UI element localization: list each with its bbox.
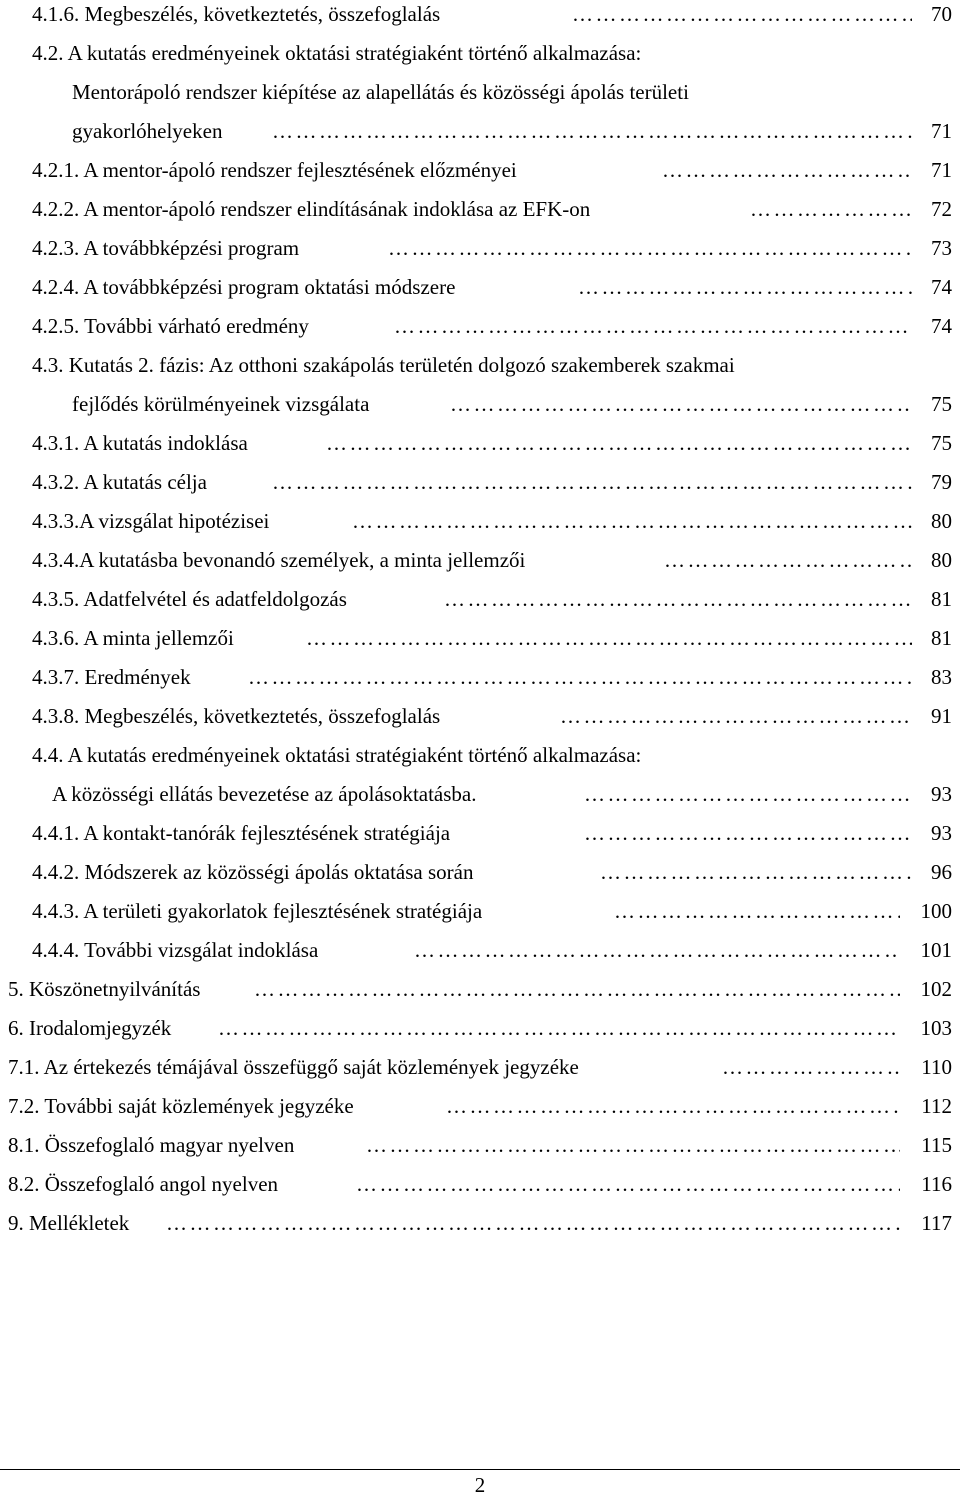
toc-entry-4-4[interactable] bbox=[0, 736, 960, 775]
toc-entry-page: 73 bbox=[931, 236, 952, 260]
toc-leader-dots bbox=[326, 424, 912, 463]
toc-entry-page: 81 bbox=[931, 626, 952, 650]
toc-entry-4-4-3[interactable] bbox=[0, 892, 960, 931]
toc-entry-title: 7.2. További saját közlemények jegyzéke bbox=[8, 1094, 354, 1118]
toc-leader-dots bbox=[614, 892, 900, 931]
toc-entry-4-2-cont-2[interactable] bbox=[0, 112, 960, 151]
toc-entry-title: 6. Irodalomjegyzék bbox=[8, 1016, 172, 1040]
toc-entry-page: 103 bbox=[920, 1016, 952, 1040]
toc-entry-title: 8.2. Összefoglaló angol nyelven bbox=[8, 1172, 279, 1196]
toc-entry-4-2[interactable] bbox=[0, 34, 960, 73]
toc-leader-dots bbox=[584, 814, 912, 853]
toc-entry-page: 96 bbox=[931, 860, 952, 884]
toc-entry-4-1-6[interactable] bbox=[0, 0, 960, 34]
toc-entry-5[interactable] bbox=[0, 970, 960, 1009]
toc-entry-4-3-2[interactable] bbox=[0, 463, 960, 502]
toc-entry-4-3-6[interactable] bbox=[0, 619, 960, 658]
toc-leader-dots bbox=[450, 385, 912, 424]
toc-entry-page: 101 bbox=[920, 938, 952, 962]
toc-entry-title: fejlődés körülményeinek vizsgálata bbox=[72, 392, 370, 416]
toc-entry-4-3-cont[interactable] bbox=[0, 385, 960, 424]
toc-leader-dots bbox=[388, 229, 912, 268]
toc-entry-page: 80 bbox=[931, 509, 952, 533]
toc-leader-dots bbox=[254, 970, 900, 1009]
toc-entry-8-1[interactable] bbox=[0, 1126, 960, 1165]
toc-entry-title: 4.3.5. Adatfelvétel és adatfeldolgozás bbox=[32, 587, 347, 611]
toc-leader-dots bbox=[272, 463, 912, 502]
toc-leader-dots bbox=[584, 775, 912, 814]
toc-entry-4-2-cont-1 bbox=[0, 73, 960, 112]
toc-entry-4-2-4[interactable] bbox=[0, 268, 960, 307]
toc-entry-4-2-1[interactable] bbox=[0, 151, 960, 190]
toc-leader-dots bbox=[394, 307, 912, 346]
toc-entry-4-3-1[interactable] bbox=[0, 424, 960, 463]
toc-entry-title: 4.3.6. A minta jellemzői bbox=[32, 626, 234, 650]
toc-entry-4-3-7[interactable] bbox=[0, 658, 960, 697]
toc-entry-title: 4.2.1. A mentor-ápoló rendszer fejlesztésének előzményei bbox=[32, 158, 517, 182]
toc-entry-title: 9. Mellékletek bbox=[8, 1211, 130, 1235]
toc-entry-title: 4.2.3. A továbbképzési program bbox=[32, 236, 300, 260]
toc-entry-title: 5. Köszönetnyilvánítás bbox=[8, 977, 201, 1001]
toc-entry-page: 116 bbox=[921, 1172, 952, 1196]
toc-entry-4-3-4[interactable] bbox=[0, 541, 960, 580]
toc-leader-dots bbox=[750, 190, 912, 229]
toc-entry-page: 83 bbox=[931, 665, 952, 689]
toc-entry-title: 4.3. Kutatás 2. fázis: Az otthoni szakápolás területén dolgozó szakemberek szakmai bbox=[32, 353, 735, 377]
toc-entry-8-2[interactable] bbox=[0, 1165, 960, 1204]
toc-entry-page: 70 bbox=[931, 2, 952, 26]
toc-entry-title: 4.4.4. További vizsgálat indoklása bbox=[32, 938, 319, 962]
toc-leader-dots bbox=[414, 931, 900, 970]
toc-entry-page: 71 bbox=[931, 158, 952, 182]
toc-entry-4-4-2[interactable] bbox=[0, 853, 960, 892]
toc-entry-title: 4.2.2. A mentor-ápoló rendszer elindításának indoklása az EFK-on bbox=[32, 197, 591, 221]
toc-entry-page: 91 bbox=[931, 704, 952, 728]
toc-entry-page: 75 bbox=[931, 431, 952, 455]
toc-entry-title: 8.1. Összefoglaló magyar nyelven bbox=[8, 1133, 295, 1157]
toc-leader-dots bbox=[272, 112, 912, 151]
toc-entry-page: 71 bbox=[931, 119, 952, 143]
toc-entry-title: 4.3.7. Eredmények bbox=[32, 665, 191, 689]
toc-entry-4-3[interactable] bbox=[0, 346, 960, 385]
toc-leader-dots bbox=[352, 502, 912, 541]
toc-leader-dots bbox=[600, 853, 912, 892]
toc-entry-7-2[interactable] bbox=[0, 1087, 960, 1126]
toc-entry-title: 4.3.4.A kutatásba bevonandó személyek, a minta jellemzői bbox=[32, 548, 526, 572]
toc-entry-page: 100 bbox=[920, 899, 952, 923]
toc-entry-page: 74 bbox=[931, 275, 952, 299]
toc-entry-title: 4.3.1. A kutatás indoklása bbox=[32, 431, 248, 455]
toc-entry-title: gyakorlóhelyeken bbox=[72, 119, 223, 143]
toc-entry-page: 81 bbox=[931, 587, 952, 611]
toc-entry-4-3-8[interactable] bbox=[0, 697, 960, 736]
toc-leader-dots bbox=[572, 0, 912, 34]
toc-entry-title: A közösségi ellátás bevezetése az ápolásoktatásba. bbox=[52, 782, 477, 806]
toc-entry-4-2-5[interactable] bbox=[0, 307, 960, 346]
toc-leader-dots bbox=[444, 580, 912, 619]
toc-entry-title: 7.1. Az értekezés témájával összefüggő saját közlemények jegyzéke bbox=[8, 1055, 579, 1079]
toc-entry-page: 102 bbox=[920, 977, 952, 1001]
toc-entry-4-4-1[interactable] bbox=[0, 814, 960, 853]
toc-leader-dots bbox=[356, 1165, 900, 1204]
toc-entry-title: 4.2.5. További várható eredmény bbox=[32, 314, 309, 338]
toc-entry-page: 75 bbox=[931, 392, 952, 416]
toc-leader-dots bbox=[664, 541, 912, 580]
toc-leader-dots bbox=[560, 697, 912, 736]
toc-entry-title: 4.4.1. A kontakt-tanórák fejlesztésének stratégiája bbox=[32, 821, 451, 845]
toc-entry-page: 79 bbox=[931, 470, 952, 494]
toc-entry-4-3-5[interactable] bbox=[0, 580, 960, 619]
toc-entry-title: Mentorápoló rendszer kiépítése az alapellátás és közösségi ápolás területi bbox=[72, 80, 689, 104]
toc-entry-title: 4.2.4. A továbbképzési program oktatási módszere bbox=[32, 275, 456, 299]
toc-entry-title: 4.4. A kutatás eredményeinek oktatási stratégiaként történő alkalmazása: bbox=[32, 743, 642, 767]
toc-leader-dots bbox=[722, 1048, 900, 1087]
toc-entry-4-4-cont[interactable] bbox=[0, 775, 960, 814]
toc-entry-page: 93 bbox=[931, 821, 952, 845]
toc-entry-6[interactable] bbox=[0, 1009, 960, 1048]
toc-leader-dots bbox=[578, 268, 912, 307]
toc-entry-4-4-4[interactable] bbox=[0, 931, 960, 970]
toc-leader-dots bbox=[218, 1009, 900, 1048]
toc-entry-title: 4.4.3. A területi gyakorlatok fejlesztésének stratégiája bbox=[32, 899, 483, 923]
toc-entry-page: 112 bbox=[921, 1094, 952, 1118]
toc-entry-page: 80 bbox=[931, 548, 952, 572]
toc-entry-page: 115 bbox=[921, 1133, 952, 1157]
toc-leader-dots bbox=[248, 658, 912, 697]
toc-entry-page: 93 bbox=[931, 782, 952, 806]
toc-entry-page: 117 bbox=[921, 1211, 952, 1235]
toc-leader-dots bbox=[166, 1204, 900, 1243]
toc-leader-dots bbox=[306, 619, 912, 658]
toc-entry-4-2-2[interactable] bbox=[0, 190, 960, 229]
toc-entry-4-3-3[interactable] bbox=[0, 502, 960, 541]
toc-entry-title: 4.3.8. Megbeszélés, következtetés, összefoglalás bbox=[32, 704, 441, 728]
page-number: 2 bbox=[474, 1473, 486, 1497]
toc-entry-page: 74 bbox=[931, 314, 952, 338]
toc-entry-title: 4.3.2. A kutatás célja bbox=[32, 470, 207, 494]
toc-leader-dots bbox=[366, 1126, 900, 1165]
toc-entry-title: 4.3.3.A vizsgálat hipotézisei bbox=[32, 509, 270, 533]
toc-leader-dots bbox=[662, 151, 912, 190]
toc-entry-9[interactable] bbox=[0, 1204, 960, 1243]
toc-entry-title: 4.1.6. Megbeszélés, következtetés, összefoglalás bbox=[32, 2, 441, 26]
toc-entry-4-2-3[interactable] bbox=[0, 229, 960, 268]
toc-leader-dots bbox=[446, 1087, 900, 1126]
toc-entry-page: 72 bbox=[931, 197, 952, 221]
toc-entry-7-1[interactable] bbox=[0, 1048, 960, 1087]
toc-entry-page: 110 bbox=[921, 1055, 952, 1079]
toc-entry-title: 4.2. A kutatás eredményeinek oktatási stratégiaként történő alkalmazása: bbox=[32, 41, 642, 65]
toc-entry-title: 4.4.2. Módszerek az közösségi ápolás oktatása során bbox=[32, 860, 474, 884]
